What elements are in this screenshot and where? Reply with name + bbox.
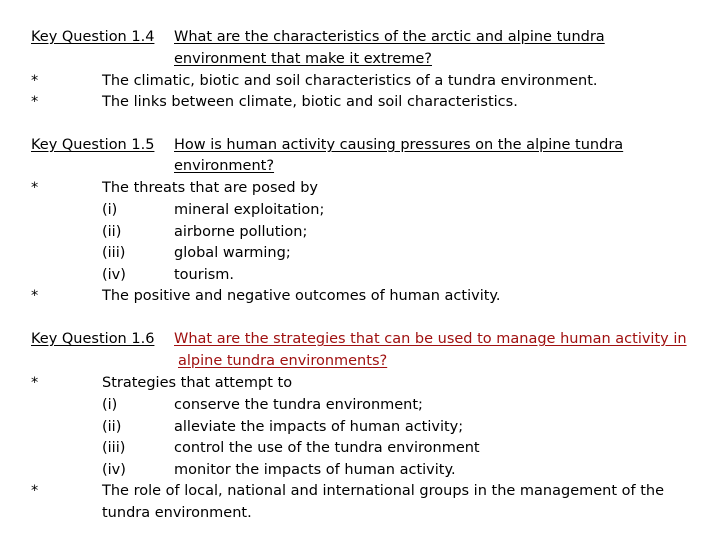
- key-question-1-5-title-line1: How is human activity causing pressures on the alpine tundra: [174, 137, 624, 153]
- bullet-text: The climatic, biotic and soil characteristics of a tundra environment.: [102, 73, 598, 89]
- bullet-text: The role of local, national and international groups in the management of the: [102, 483, 665, 499]
- key-question-1-4-title-line1: What are the characteristics of the arctic and alpine tundra: [174, 29, 605, 45]
- bullet-marker: *: [31, 94, 39, 110]
- bullet-marker: *: [31, 375, 39, 391]
- list-item-number: (iv): [102, 267, 126, 283]
- list-item-number: (i): [102, 202, 118, 218]
- bullet-text: The positive and negative outcomes of human activity.: [102, 288, 501, 304]
- list-item-text: conserve the tundra environment;: [174, 397, 423, 413]
- list-item-text: airborne pollution;: [174, 224, 308, 240]
- bullet-marker: *: [31, 73, 39, 89]
- key-question-1-6-title-line2: alpine tundra environments?: [178, 353, 388, 369]
- list-item-text: control the use of the tundra environment: [174, 440, 480, 456]
- bullet-marker: *: [31, 288, 39, 304]
- list-item-number: (iv): [102, 462, 126, 478]
- list-item-number: (iii): [102, 245, 126, 261]
- list-item-number: (iii): [102, 440, 126, 456]
- key-question-1-6-label: Key Question 1.6: [31, 331, 155, 347]
- list-item-text: mineral exploitation;: [174, 202, 325, 218]
- key-question-1-4-title-line2: environment that make it extreme?: [174, 51, 432, 67]
- key-question-1-6-title-line1: What are the strategies that can be used to manage human activity in: [174, 331, 687, 347]
- bullet-text-continued: tundra environment.: [102, 505, 252, 521]
- list-item-number: (ii): [102, 419, 122, 435]
- bullet-marker: *: [31, 483, 39, 499]
- list-item-number: (ii): [102, 224, 122, 240]
- bullet-marker: *: [31, 180, 39, 196]
- key-question-1-5-title-line2: environment?: [174, 158, 275, 174]
- bullet-text: Strategies that attempt to: [102, 375, 293, 391]
- bullet-text: The links between climate, biotic and soil characteristics.: [102, 94, 518, 110]
- list-item-text: tourism.: [174, 267, 235, 283]
- list-item-number: (i): [102, 397, 118, 413]
- list-item-text: alleviate the impacts of human activity;: [174, 419, 464, 435]
- list-item-text: monitor the impacts of human activity.: [174, 462, 456, 478]
- key-question-1-5-label: Key Question 1.5: [31, 137, 155, 153]
- bullet-text: The threats that are posed by: [102, 180, 319, 196]
- list-item-text: global warming;: [174, 245, 291, 261]
- key-question-1-4-label: Key Question 1.4: [31, 29, 155, 45]
